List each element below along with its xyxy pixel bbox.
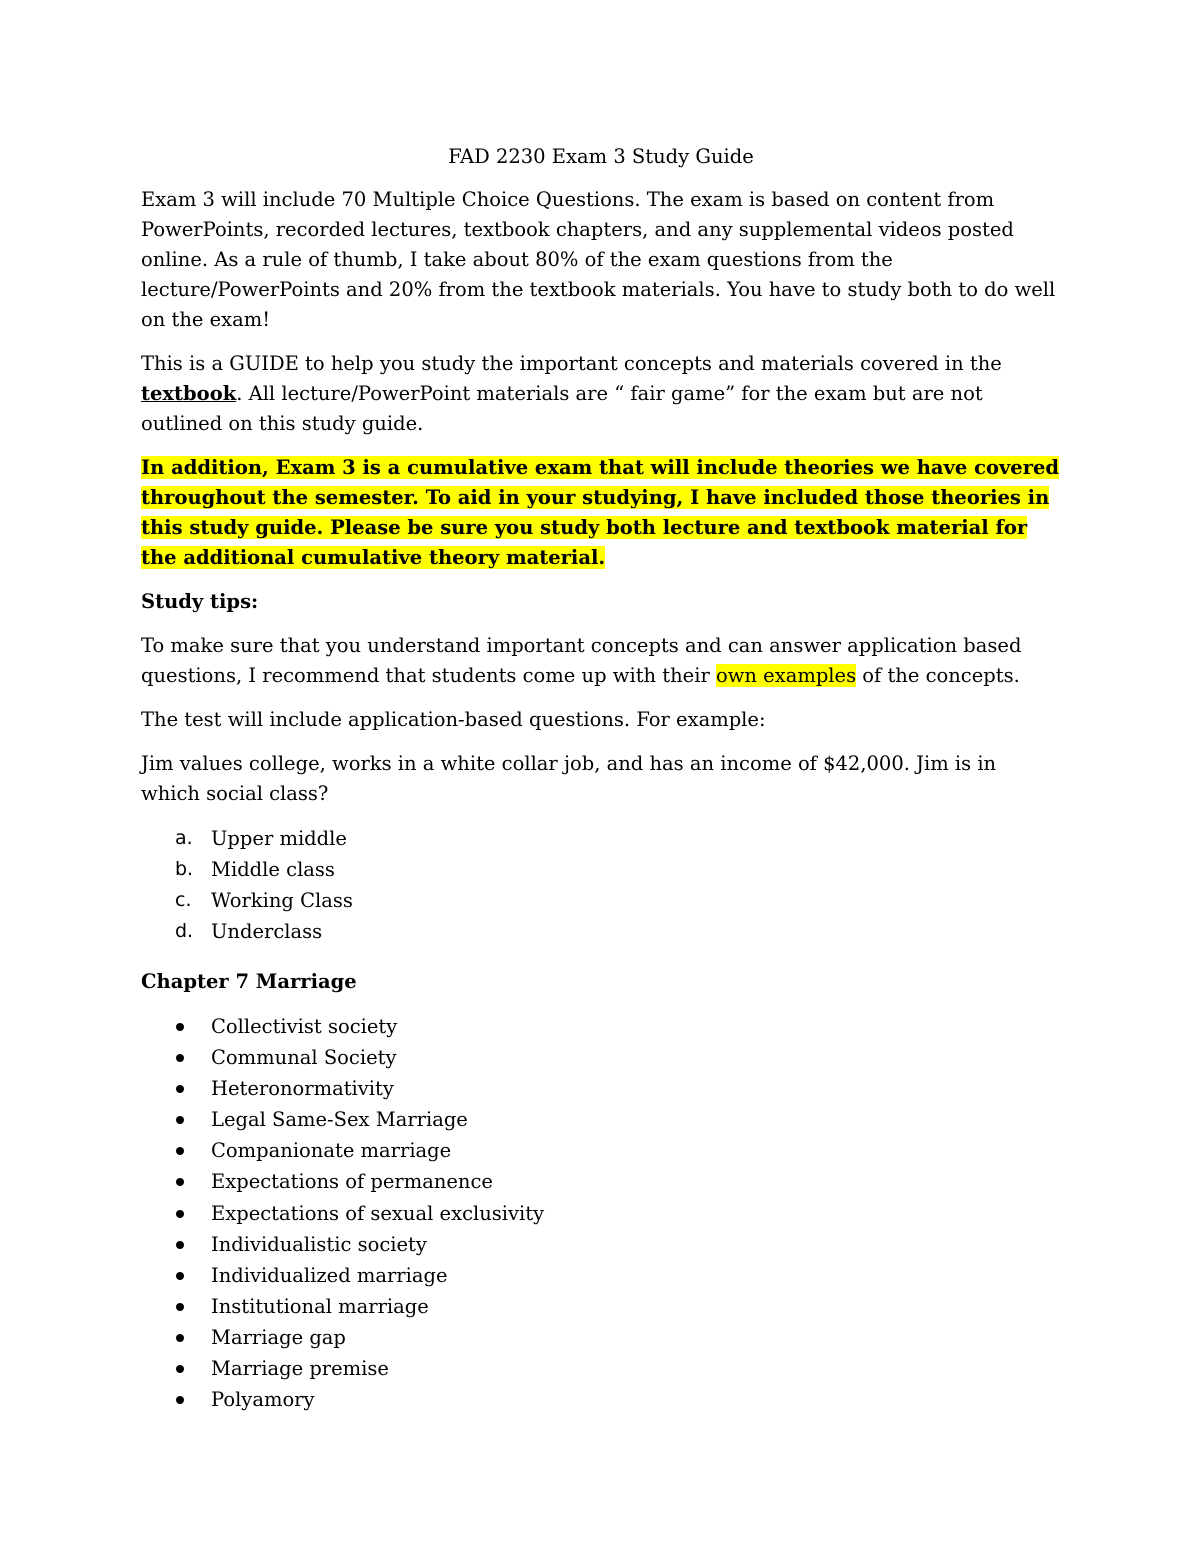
choice-letter: a.: [175, 827, 193, 849]
term-text: Polyamory: [211, 1388, 315, 1412]
bullet-icon: [141, 1104, 211, 1135]
term-text: Companionate marriage: [211, 1139, 452, 1163]
guide-text-after: . All lecture/PowerPoint materials are “ fair game” for the exam but are not outlined on this study guide.: [141, 382, 983, 435]
bullet-icon: [141, 1229, 211, 1260]
list-item: [141, 1353, 1061, 1384]
list-item: [141, 1384, 1061, 1415]
term-text: Legal Same-Sex Marriage: [211, 1108, 468, 1132]
document-title: FAD 2230 Exam 3 Study Guide: [448, 145, 754, 168]
own-examples-highlight: own examples: [715, 664, 857, 687]
study-tip-paragraph: [141, 631, 1061, 691]
study-tip-after: of the concepts.: [856, 664, 1020, 687]
bullet-icon: [141, 1166, 211, 1197]
list-item: [141, 1229, 1061, 1260]
chapter-heading: Chapter 7 Marriage: [141, 970, 357, 993]
bullet-icon: [141, 1353, 211, 1384]
term-text: Marriage premise: [211, 1357, 389, 1381]
bullet-icon: [141, 1011, 211, 1042]
list-item: [141, 1011, 1061, 1042]
answer-choice: [141, 854, 1061, 885]
term-text: Heteronormativity: [211, 1077, 394, 1101]
bullet-icon: [141, 1073, 211, 1104]
term-text: Communal Society: [211, 1046, 397, 1070]
term-text: Collectivist society: [211, 1015, 398, 1038]
term-text: Expectations of sexual exclusivity: [211, 1201, 545, 1225]
example-intro: The test will include application-based questions. For example:: [141, 708, 766, 731]
intro-paragraph: Exam 3 will include 70 Multiple Choice Questions. The exam is based on content from PowerPoints, recorded lectures, textbook chapters, and any supplemental videos posted online. As a rule of thumb, I take about 80% of the exam questions from the lecture/PowerPoints and 20% from the textbook materials. You have to study both to do well on the exam!: [141, 188, 1056, 331]
cumulative-note-paragraph: [141, 453, 1061, 573]
term-text: Individualistic society: [211, 1232, 427, 1256]
term-text: Institutional marriage: [211, 1294, 429, 1318]
guide-text-before: This is a GUIDE to help you study the important concepts and materials covered in the: [141, 352, 1002, 375]
study-tip-before: To make sure that you understand important concepts and can answer application based questions, I recommend that students come up with their: [141, 634, 1022, 687]
list-item: [141, 1166, 1061, 1197]
answer-choices-list: [141, 823, 1061, 947]
answer-choice: [141, 885, 1061, 916]
answer-choice: [141, 823, 1061, 854]
list-item: [141, 1198, 1061, 1229]
list-item: [141, 1322, 1061, 1353]
choice-letter: d.: [175, 920, 194, 942]
choice-letter: c.: [175, 889, 192, 911]
guide-paragraph: [141, 349, 1061, 439]
cumulative-note-highlight: In addition, Exam 3 is a cumulative exam that will include theories we have covered throughout the semester. To aid in your studying, I have included those theories in this study guide. Please be sure you study both lecture and textbook material for the additional cumulative theory material.: [141, 456, 1060, 569]
list-item: [141, 1135, 1061, 1166]
study-tips-heading: Study tips:: [141, 590, 259, 613]
list-item: [141, 1042, 1061, 1073]
bullet-icon: [141, 1042, 211, 1073]
example-question: Jim values college, works in a white collar job, and has an income of $42,000. Jim is in which social class?: [141, 752, 997, 805]
choice-letter: b.: [175, 858, 194, 880]
chapter-terms-list: [141, 1011, 1061, 1415]
choice-text: Underclass: [211, 920, 323, 943]
term-text: Individualized marriage: [211, 1263, 448, 1287]
bullet-icon: [141, 1322, 211, 1353]
bullet-icon: [141, 1198, 211, 1229]
choice-text: Working Class: [211, 889, 353, 912]
term-text: Marriage gap: [211, 1325, 346, 1349]
bullet-icon: [141, 1291, 211, 1322]
list-item: [141, 1291, 1061, 1322]
bullet-icon: [141, 1384, 211, 1415]
list-item: [141, 1073, 1061, 1104]
list-item: [141, 1260, 1061, 1291]
choice-text: Upper middle: [211, 827, 347, 850]
list-item: [141, 1104, 1061, 1135]
answer-choice: [141, 916, 1061, 947]
choice-text: Middle class: [211, 858, 335, 881]
document-page: [141, 142, 1061, 1415]
guide-textbook-emphasis: textbook: [141, 382, 237, 405]
bullet-icon: [141, 1260, 211, 1291]
term-text: Expectations of permanence: [211, 1170, 493, 1194]
bullet-icon: [141, 1135, 211, 1166]
